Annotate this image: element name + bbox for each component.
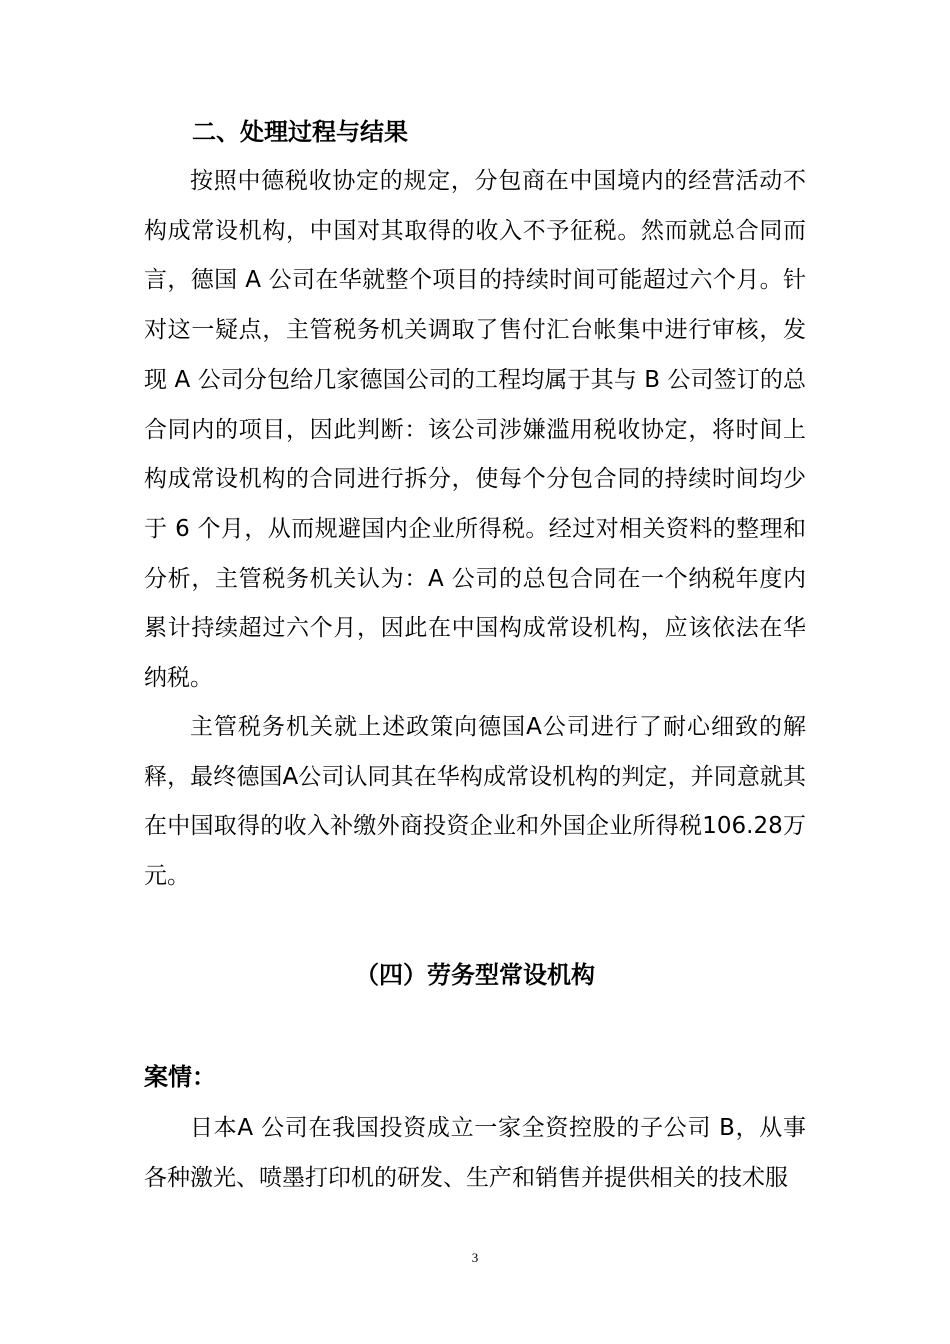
document-page: [144, 0, 806, 1344]
paragraph-explanation: 主管税务机关就上述政策向德国A公司进行了耐心细致的解释，最终德国A公司认同其在华构成常设机构的判定，并同意就其在中国取得的收入补缴外商投资企业和外国企业所得税106.28万元。: [144, 714, 806, 890]
paragraph-processing: 按照中德税收协定的规定，分包商在中国境内的经营活动不构成常设机构，中国对其取得的收入不予征税。然而就总合同而言，德国 A 公司在华就整个项目的持续时间可能超过六个月。针对这一疑点，主管税务机关调取了售付汇台帐集中进行审核，发现 A 公司分包给几家德国公司的工程均属于其与 B 公司签订的总合同内的项目，因此判断：该公司涉嫌滥用税收协定，将时间上构成常设机构的合同进行拆分，使每个分包合同的持续时间均少于 6 个月，从而规避国内企业所得税。经过对相关资料的整理和分析，主管税务机关认为：A 公司的总包合同在一个纳税年度内累计持续超过六个月，因此在中国构成常设机构，应该依法在华纳税。: [144, 168, 806, 692]
page-number: 3: [471, 1250, 479, 1265]
case-label: 案情：: [144, 1063, 216, 1091]
section-title: （四）劳务型常设机构: [355, 961, 595, 989]
section-heading: 二、处理过程与结果: [192, 118, 408, 146]
paragraph-case: 日本A 公司在我国投资成立一家全资控股的子公司 B，从事各种激光、喷墨打印机的研发、生产和销售并提供相关的技术服: [144, 1115, 806, 1191]
